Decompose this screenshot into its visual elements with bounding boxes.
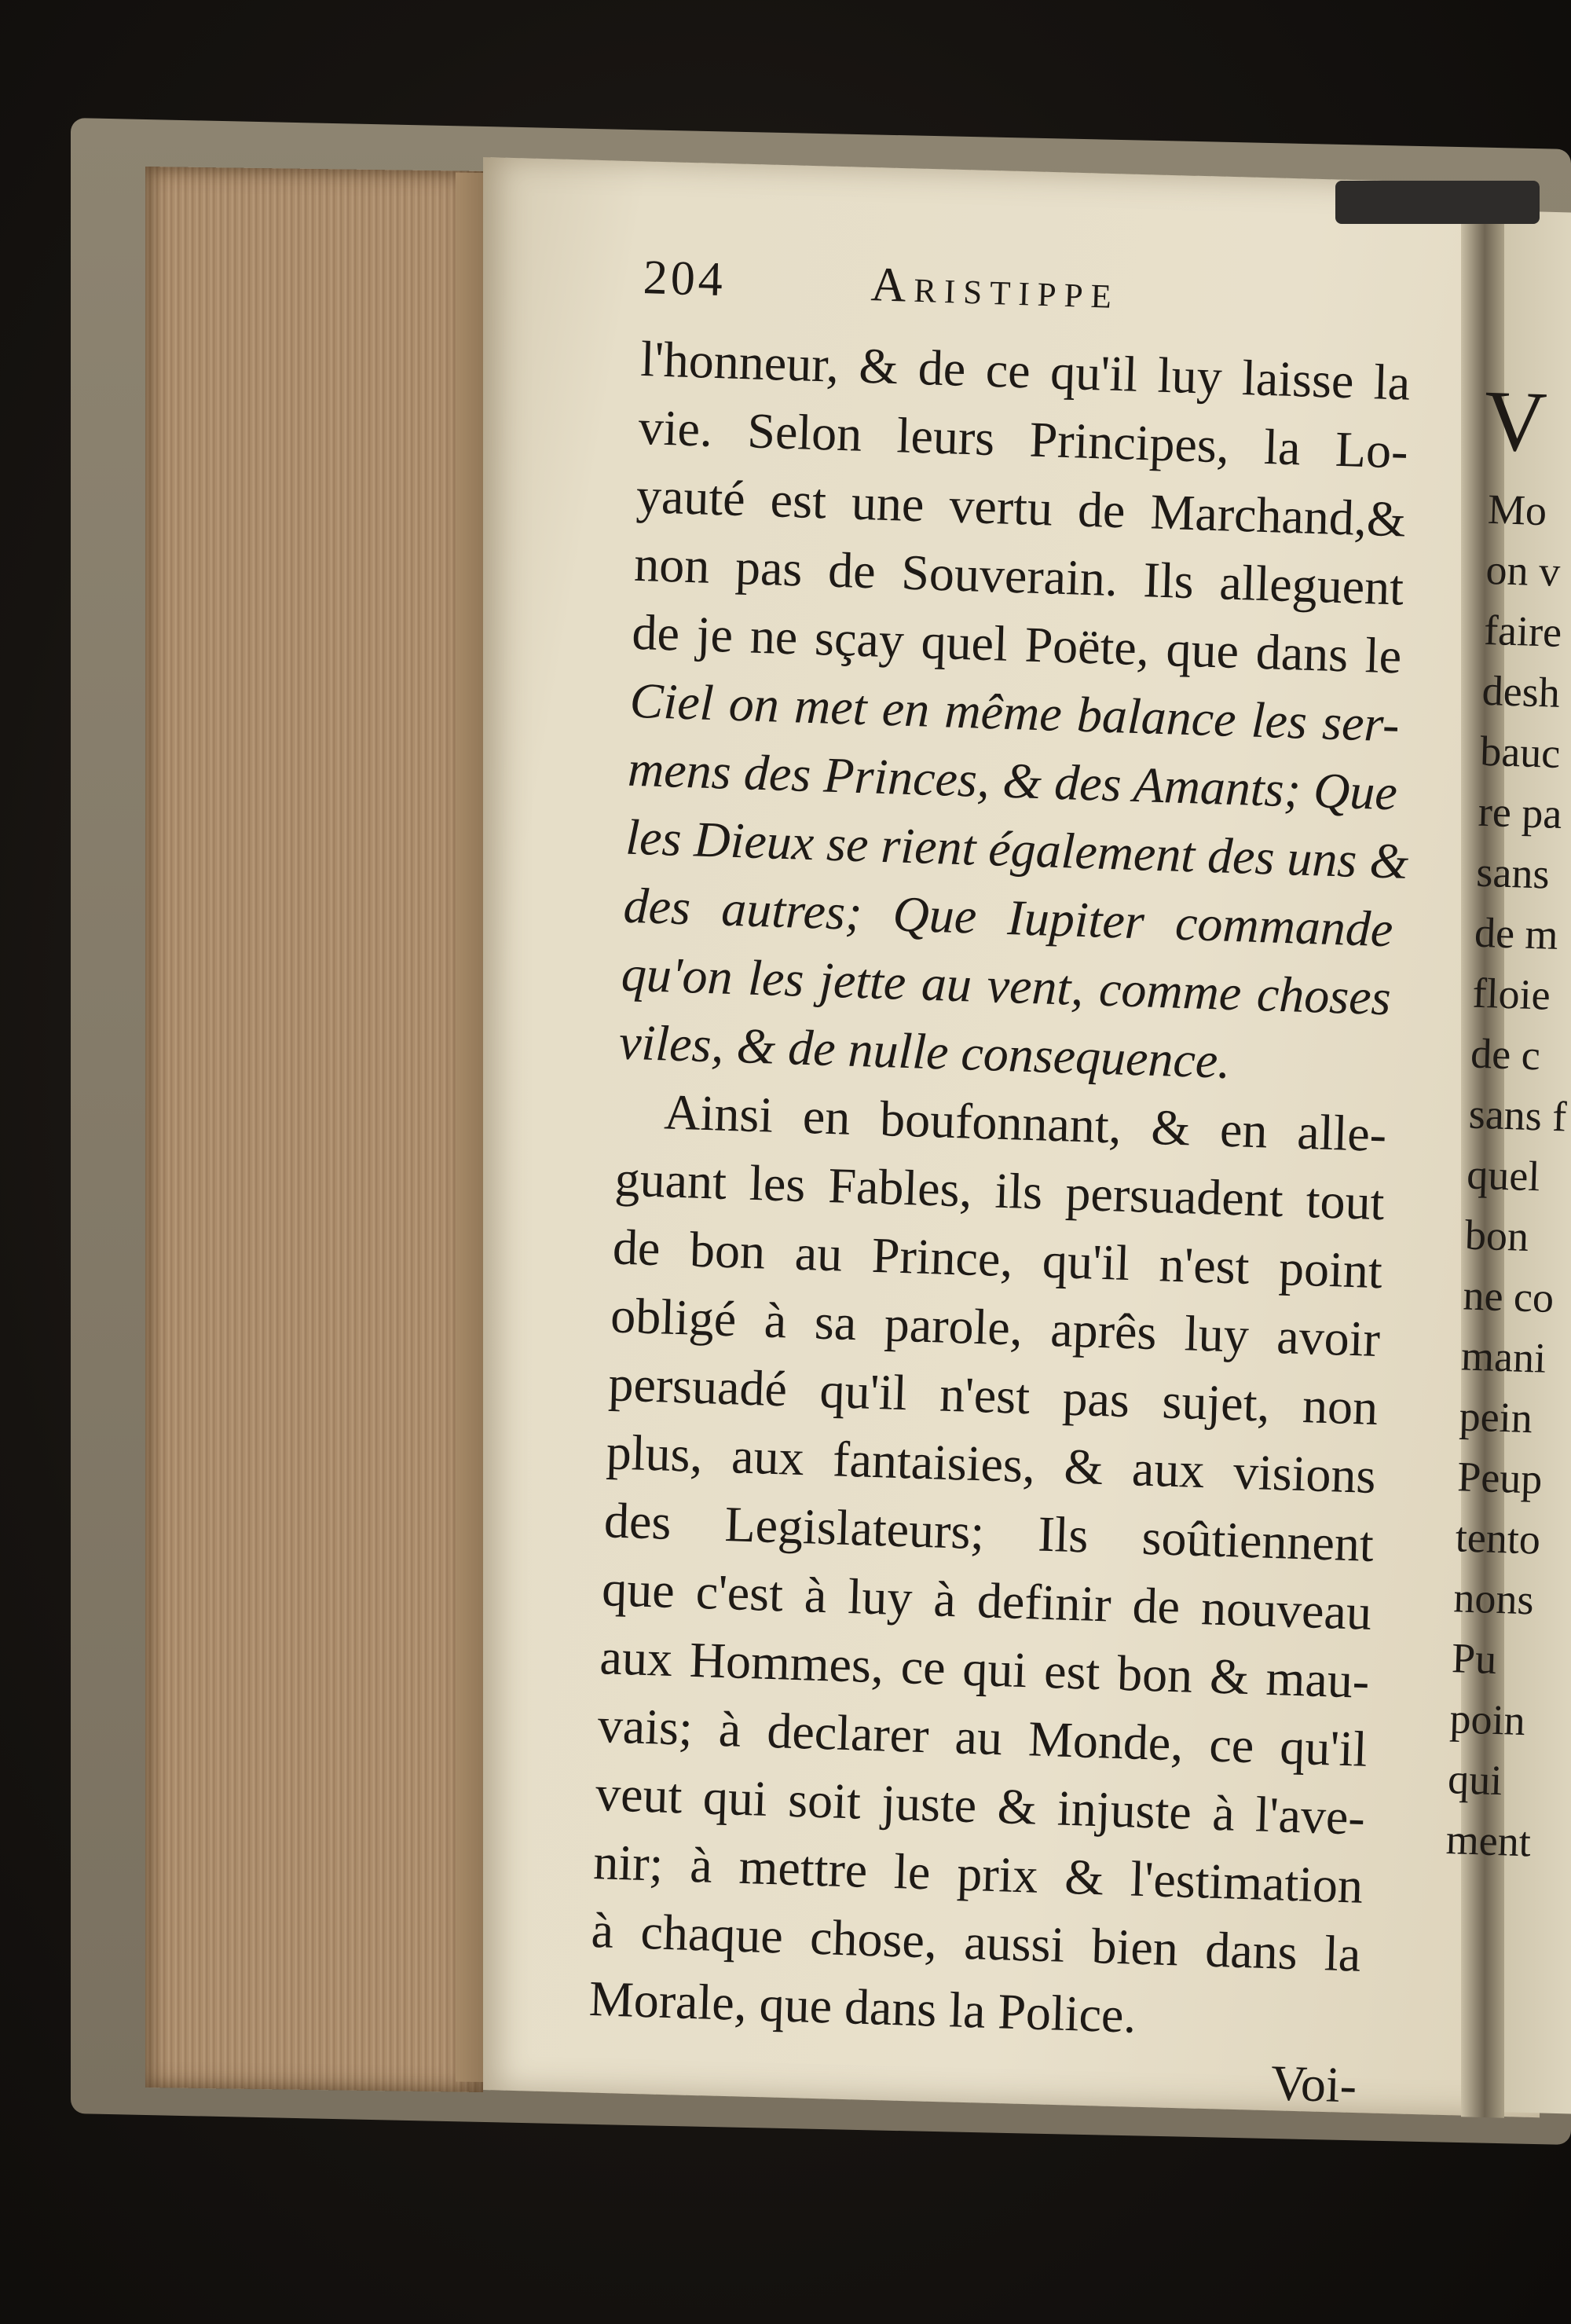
text-line: vais; à declarer au Monde, ce qu'il <box>596 1697 1368 1777</box>
facing-line-fragment: de c <box>1470 1029 1541 1080</box>
facing-line-fragment: Peup <box>1456 1453 1544 1503</box>
facing-line-fragment: faire <box>1483 606 1563 656</box>
text-line: nir; à mettre le prix & l'estimation <box>592 1834 1364 1914</box>
facing-line-fragment: floie <box>1471 969 1551 1019</box>
text-line: plus, aux fantaisies, & aux visions <box>605 1424 1377 1505</box>
text-line: Morale, que dans la Police. <box>588 1970 1137 2044</box>
facing-line-fragment: bon <box>1464 1211 1529 1260</box>
text-line: Ciel on met en même balance les ser- <box>628 672 1401 753</box>
facing-line-fragment: on v <box>1485 545 1562 596</box>
catchword: Voi- <box>1269 2055 1358 2113</box>
text-line: à chaque chose, aussi bien dans la <box>590 1901 1362 1982</box>
facing-line-fragment: sans f <box>1467 1090 1568 1141</box>
facing-line-fragment: nons <box>1452 1574 1535 1624</box>
facing-line-fragment: Pu <box>1451 1634 1498 1683</box>
text-line: guant les Fables, ils persuadent tout <box>613 1150 1386 1231</box>
facing-line-fragment: bauc <box>1479 727 1562 777</box>
facing-line-fragment: poin <box>1448 1695 1526 1745</box>
page-clip <box>1335 181 1540 224</box>
text-line: obligé à sa parole, aprês luy avoir <box>610 1287 1382 1368</box>
facing-line-fragment: re pa <box>1478 787 1563 838</box>
text-line: que c'est à luy à definir de nouveau <box>601 1560 1373 1640</box>
drop-initial: V <box>1482 372 1548 471</box>
facing-line-fragment: de m <box>1474 908 1559 959</box>
text-line: des Legislateurs; Ils soûtiennent <box>603 1492 1375 1572</box>
text-line: vie. Selon leurs Principes, la Lo- <box>637 398 1409 479</box>
text-lines <box>588 324 1412 2057</box>
page-number: 204 <box>642 250 727 307</box>
facing-line-fragment: desh <box>1481 666 1561 717</box>
facing-line-fragment: quel <box>1466 1150 1541 1200</box>
facing-line-fragment: ne co <box>1462 1271 1555 1322</box>
text-line: persuadé qu'il n'est pas sujet, non <box>607 1355 1379 1436</box>
text-line: veut qui soit juste & injuste à l'ave- <box>595 1765 1366 1846</box>
facing-line-fragment: Mo <box>1487 485 1548 535</box>
page-edges <box>145 167 483 2092</box>
facing-line-fragment: mani <box>1460 1332 1547 1382</box>
text-line: aux Hommes, ce qui est bon & mau- <box>599 1629 1371 1709</box>
facing-line-fragment: tento <box>1455 1513 1541 1563</box>
text-line: yauté est une vertu de Marchand,& <box>635 467 1407 548</box>
facing-line-fragment: pein <box>1458 1392 1533 1442</box>
text-line: non pas de Souverain. Ils alleguent <box>633 535 1405 616</box>
text-line: viles, & de nulle consequence. <box>618 1014 1232 1089</box>
text-line: qu'on les jette au vent, comme choses <box>620 945 1392 1026</box>
text-line: de je ne sçay quel Poëte, que dans le <box>631 603 1403 684</box>
facing-line-fragment: qui <box>1447 1755 1503 1805</box>
text-line: de bon au Prince, qu'il n'est point <box>612 1219 1383 1299</box>
left-page-text <box>586 250 1413 2120</box>
text-line: les Dieux se rient également des uns & <box>624 808 1410 889</box>
text-line: mens des Princes, & des Amants; Que <box>627 740 1398 821</box>
text-line: l'honneur, & de ce qu'il luy laisse la <box>639 330 1412 411</box>
facing-line-fragment: sans <box>1475 848 1551 898</box>
text-line: Ainsi en boufonnant, & en alle- <box>663 1083 1388 1163</box>
text-line: des autres; Que Iupiter commande <box>622 877 1394 958</box>
running-title: Aristippe <box>870 258 1121 320</box>
facing-line-fragment: ment <box>1445 1816 1532 1866</box>
